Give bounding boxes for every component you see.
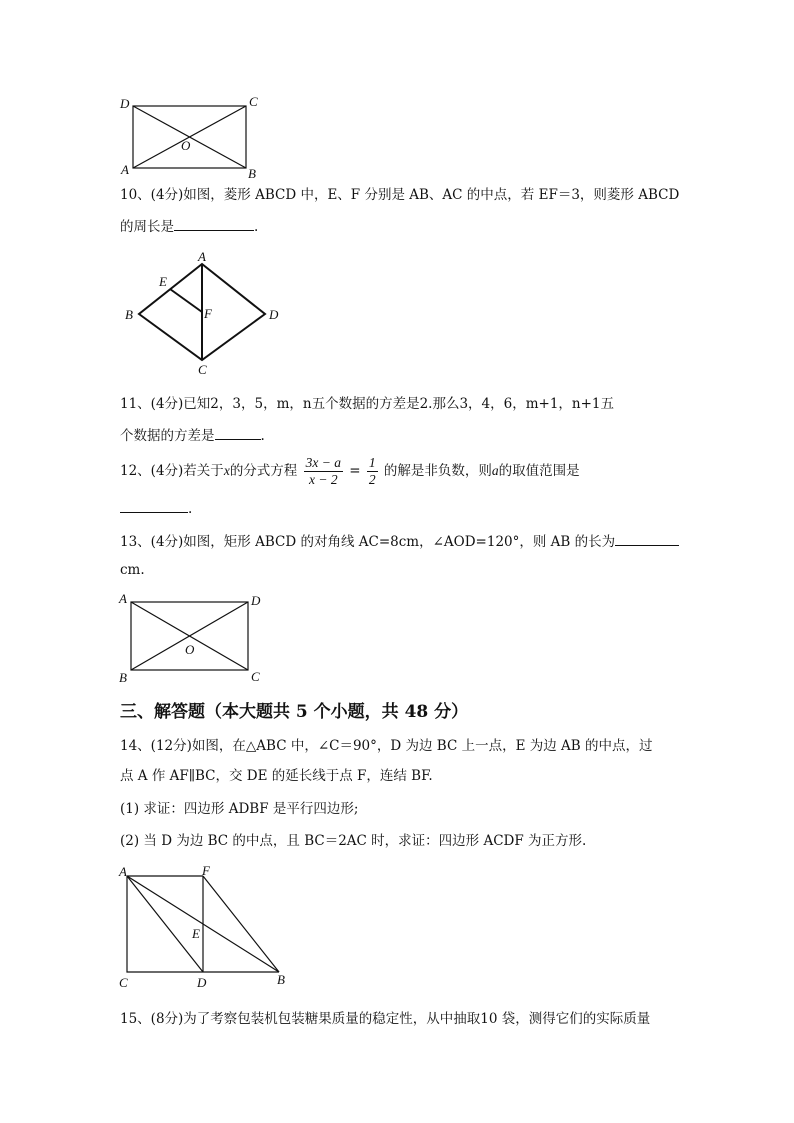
label-C: C: [249, 94, 258, 109]
q14-part2: (2) 当 D 为边 BC 的中点，且 BC＝2AC 时，求证：四边形 ACDF 为正方形.: [120, 833, 587, 849]
q12-frac2-num: 1: [368, 455, 376, 470]
figure-rhombus: [118, 248, 288, 380]
q12-mid: 的分式方程: [229, 463, 298, 479]
label-C: C: [251, 669, 260, 684]
label-E: E: [159, 274, 167, 289]
q12-frac2-den: 2: [368, 472, 376, 487]
figure-rectangle-q13: [115, 590, 270, 686]
q13-line2: cm.: [120, 562, 145, 578]
label-C: C: [119, 975, 128, 990]
q14-part1: (1) 求证：四边形 ADBF 是平行四边形;: [120, 801, 359, 817]
label-D: D: [269, 307, 279, 322]
q14-line2: 点 A 作 AF∥BC，交 DE 的延长线于点 F，连结 BF.: [120, 768, 433, 784]
q12-line2-post: .: [188, 501, 193, 517]
q11-line2-pre: 个数据的方差是: [120, 428, 215, 444]
q11-line2: [120, 425, 265, 445]
label-B: B: [248, 166, 256, 181]
label-B: B: [125, 307, 133, 322]
q12-fraction-right: [367, 455, 378, 488]
q10-line2-post: .: [254, 219, 259, 235]
q12-var-a: a: [491, 463, 499, 478]
label-F: F: [204, 306, 212, 321]
q10-line2: [120, 216, 258, 236]
label-E: E: [192, 926, 200, 941]
q14-line1: 14、(12分)如图，在△ABC 中，∠C＝90°，D 为边 BC 上一点，E 为边 AB 的中点，过: [120, 738, 653, 754]
figure-square: [115, 860, 295, 992]
q11-line2-post: .: [260, 428, 265, 444]
q13-line1: [120, 531, 679, 551]
q12-post: 的取值范围是: [498, 463, 580, 479]
label-F: F: [202, 863, 210, 878]
label-B: B: [277, 972, 285, 987]
label-B: B: [119, 670, 127, 685]
q10-line2-pre: 的周长是: [120, 219, 174, 235]
q12-post-pre: 的解是非负数，则: [383, 463, 492, 479]
label-A: A: [198, 249, 206, 264]
q10-answer-blank[interactable]: [174, 216, 254, 231]
q12-answer-blank[interactable]: [120, 498, 188, 513]
label-A: A: [119, 591, 127, 606]
q13-line1-pre: 13、(4分)如图，矩形 ABCD 的对角线 AC=8cm，∠AOD=120°，则 AB 的长为: [120, 534, 616, 550]
label-O: O: [185, 642, 195, 657]
label-A: A: [121, 162, 129, 177]
q13-answer-blank[interactable]: [615, 531, 679, 546]
label-D: D: [251, 593, 261, 608]
label-D: D: [120, 96, 130, 111]
label-D: D: [197, 975, 207, 990]
q12-var-x: x: [223, 463, 230, 478]
section-heading: 三、解答题（本大题共 5 个小题，共 48 分）: [120, 702, 469, 722]
q11-line1: 11、(4分)已知2，3，5，m，n五个数据的方差是2.那么3，4，6，m+1，n+1五: [120, 396, 615, 412]
q15-line1: 15、(8分)为了考察包装机包装糖果质量的稳定性，从中抽取10 袋，测得它们的实际质量: [120, 1011, 651, 1027]
label-C: C: [198, 362, 207, 377]
q12-frac1-den: x − 2: [308, 472, 338, 487]
figure-rectangle-top: [115, 92, 265, 184]
q12-frac1-num: 3x − a: [305, 455, 341, 470]
label-O: O: [181, 138, 191, 153]
q10-line1: 10、(4分)如图，菱形 ABCD 中，E、F 分别是 AB、AC 的中点，若 EF＝3，则菱形 ABCD: [120, 187, 680, 203]
q11-answer-blank[interactable]: [215, 425, 261, 440]
label-A: A: [119, 864, 127, 879]
q12-line2: [120, 498, 192, 518]
q12-line1: [120, 452, 580, 490]
q12-fraction-left: [304, 455, 343, 488]
q12-pre: 12、(4分)若关于: [120, 463, 224, 479]
q12-eq: =: [349, 463, 361, 479]
